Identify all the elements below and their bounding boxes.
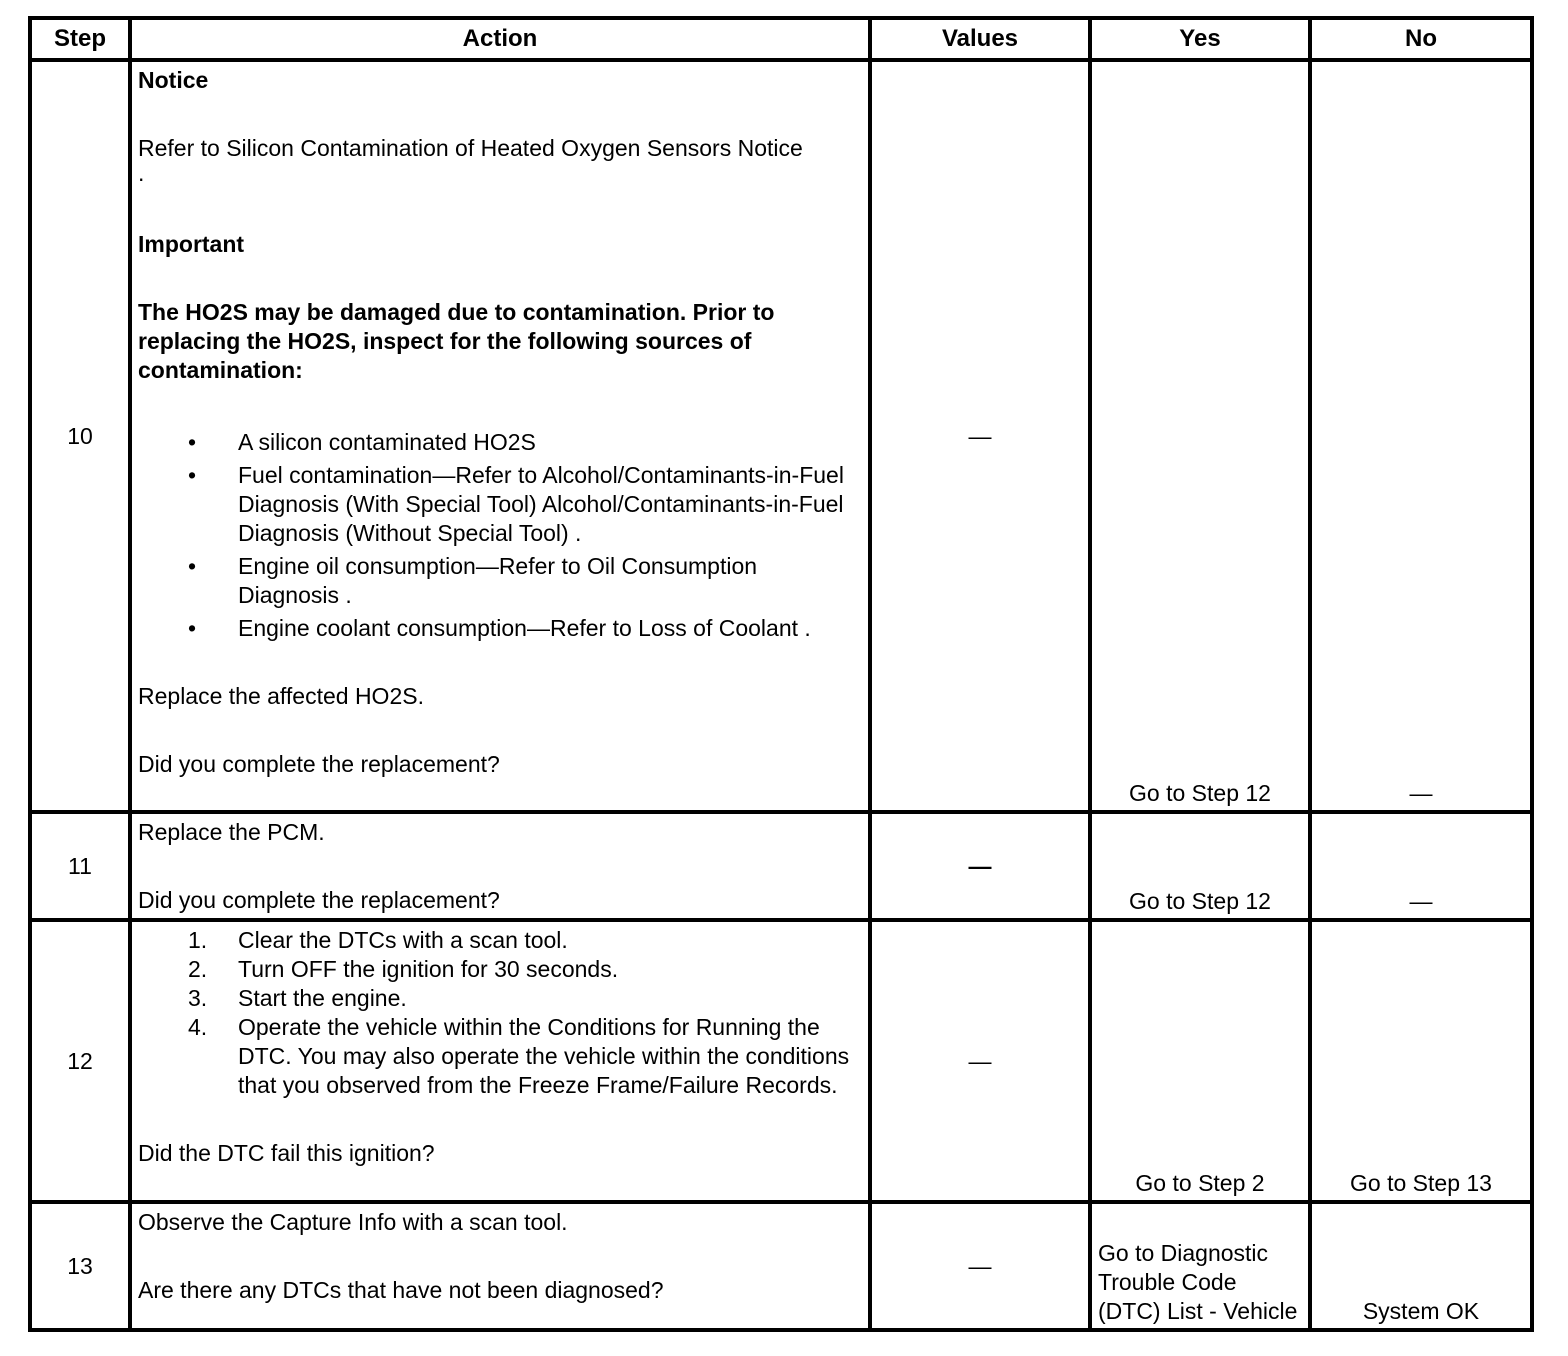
values-cell: — xyxy=(870,920,1090,1202)
table-row-step-11 xyxy=(30,812,1532,920)
list-item-text: Engine coolant consumption—Refer to Loss of Coolant . xyxy=(238,615,811,641)
step-number: 12 xyxy=(30,920,130,1202)
yes-cell xyxy=(1090,812,1310,920)
no-cell xyxy=(1310,812,1532,920)
list-item-text: Engine oil consumption—Refer to Oil Consumption Diagnosis . xyxy=(238,553,758,608)
list-item xyxy=(138,552,862,610)
no-action: System OK xyxy=(1362,1298,1480,1324)
notice-trailing: . xyxy=(138,160,145,186)
yes-action: Go to Step 12 xyxy=(1129,780,1271,806)
bullet-icon: • xyxy=(188,615,197,641)
yes-action: Go to Diagnostic Trouble Code (DTC) List - Vehicle xyxy=(1098,1240,1298,1324)
step-number: 10 xyxy=(30,60,130,812)
bullet-icon: • xyxy=(188,429,197,455)
question-text: Did the DTC fail this ignition? xyxy=(138,1140,435,1166)
no-action: — xyxy=(1409,780,1433,806)
yes-cell xyxy=(1090,920,1310,1202)
header-action: Action xyxy=(130,18,870,60)
step-number: 11 xyxy=(30,812,130,920)
action-cell xyxy=(130,60,870,812)
list-number: 3. xyxy=(188,985,208,1011)
instruction-text: Replace the PCM. xyxy=(138,819,325,845)
bullet-icon: • xyxy=(188,553,197,579)
important-text: The HO2S may be damaged due to contamination. Prior to replacing the HO2S, inspect for the following sources of contamination: xyxy=(138,299,775,383)
list-item-text: Operate the vehicle within the Conditions for Running the DTC. You may also operate the vehicle within the conditions that you observed from the Freeze Frame/Failure Records. xyxy=(238,1014,850,1098)
list-item-text: Start the engine. xyxy=(238,985,407,1011)
table-row-step-10 xyxy=(30,60,1532,812)
important-title: Important xyxy=(138,231,245,257)
list-item xyxy=(138,614,862,643)
step-number: 13 xyxy=(30,1202,130,1330)
procedure-list xyxy=(138,926,862,1100)
values-cell: — xyxy=(870,60,1090,812)
list-number: 2. xyxy=(188,956,208,982)
list-item xyxy=(138,428,862,457)
header-yes: Yes xyxy=(1090,18,1310,60)
values-cell: — xyxy=(870,812,1090,920)
yes-cell xyxy=(1090,1202,1310,1330)
yes-cell xyxy=(1090,60,1310,812)
notice-text: Refer to Silicon Contamination of Heated Oxygen Sensors Notice xyxy=(138,135,803,161)
bullet-icon: • xyxy=(188,462,197,488)
list-item xyxy=(138,984,862,1013)
table-row-step-12 xyxy=(30,920,1532,1202)
list-item xyxy=(138,461,862,548)
no-cell xyxy=(1310,1202,1532,1330)
no-action: — xyxy=(1409,888,1433,914)
contamination-list xyxy=(138,428,862,643)
header-no: No xyxy=(1310,18,1532,60)
table-row-step-13 xyxy=(30,1202,1532,1330)
yes-action: Go to Step 12 xyxy=(1129,888,1271,914)
list-item xyxy=(138,955,862,984)
list-number: 1. xyxy=(188,927,208,953)
list-item xyxy=(138,1013,862,1100)
list-item-text: A silicon contaminated HO2S xyxy=(238,429,536,455)
question-text: Did you complete the replacement? xyxy=(138,887,500,913)
header-row xyxy=(30,18,1532,60)
header-values: Values xyxy=(870,18,1090,60)
action-cell xyxy=(130,920,870,1202)
question-text: Are there any DTCs that have not been diagnosed? xyxy=(138,1277,664,1303)
no-cell xyxy=(1310,60,1532,812)
diagnostic-table xyxy=(28,16,1534,1332)
values-cell: — xyxy=(870,1202,1090,1330)
list-item-text: Clear the DTCs with a scan tool. xyxy=(238,927,568,953)
list-item-text: Turn OFF the ignition for 30 seconds. xyxy=(238,956,619,982)
notice-title: Notice xyxy=(138,67,209,93)
header-step: Step xyxy=(30,18,130,60)
yes-action: Go to Step 2 xyxy=(1135,1170,1265,1196)
action-cell xyxy=(130,1202,870,1330)
list-item xyxy=(138,926,862,955)
action-cell xyxy=(130,812,870,920)
question-text: Did you complete the replacement? xyxy=(138,751,500,777)
instruction-text: Observe the Capture Info with a scan tool. xyxy=(138,1209,568,1235)
list-item-text: Fuel contamination—Refer to Alcohol/Contaminants-in-Fuel Diagnosis (With Special Tool) Alcohol/Contaminants-in-Fuel Diagnosis (Without Special Tool) . xyxy=(238,462,844,546)
list-number: 4. xyxy=(188,1014,208,1040)
no-action: Go to Step 13 xyxy=(1350,1170,1492,1196)
instruction-text: Replace the affected HO2S. xyxy=(138,683,424,709)
no-cell xyxy=(1310,920,1532,1202)
